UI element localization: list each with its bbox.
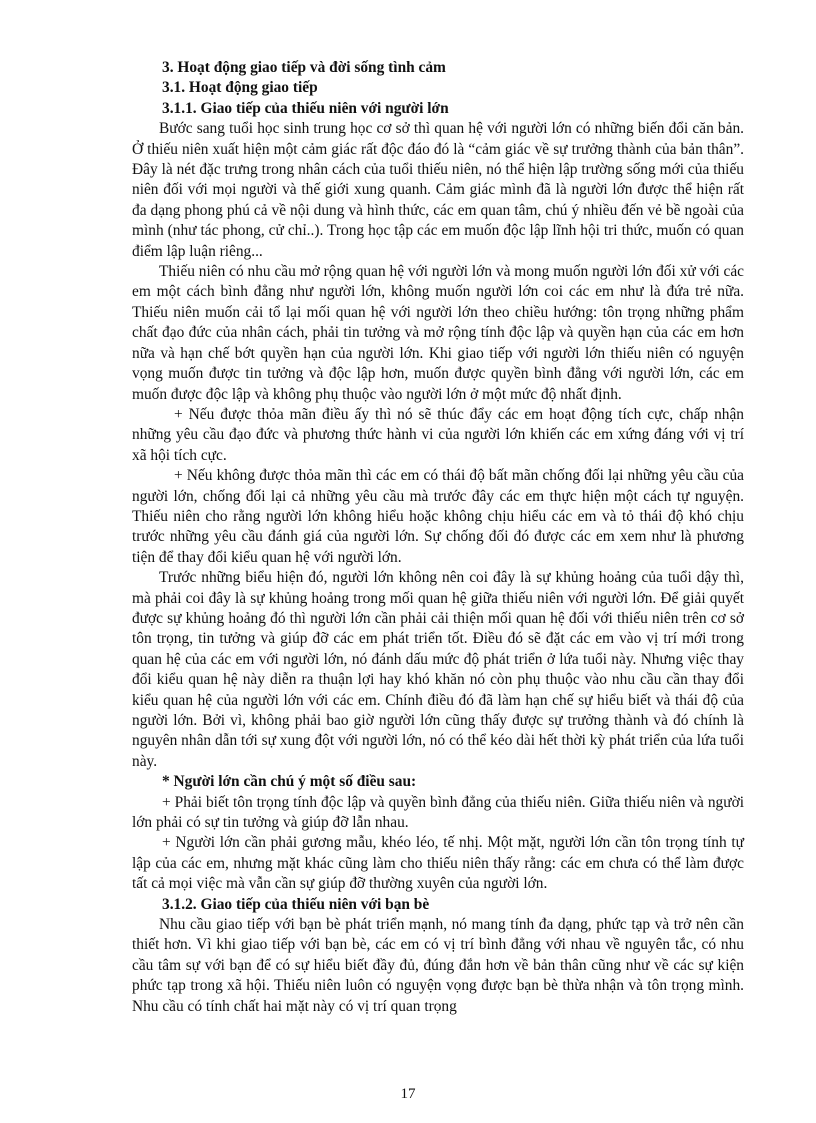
page-number: 17 — [400, 1086, 416, 1102]
paragraph: Thiếu niên có nhu cầu mở rộng quan hệ với người lớn và mong muốn người lớn đối xử với các em một cách bình đẳng như người lớn, không muốn người lớn coi các em như là đứa trẻ nữa. Thiếu niên muốn cải tổ lại mối quan hệ với người lớn theo chiều hướng: tôn trọng những phẩm chất đạo đức của nhân cách, phải tin tưởng và mở rộng tính độc lập và quyền hạn của các em hơn nữa và hạn chế bớt quyền hạn của người lớn. Khi giao tiếp với người lớn thiếu niên có nguyện vọng muốn được tin tưởng và độc lập hơn, muốn được quyền bình đẳng với người lớn, các em muốn được độc lập và không phụ thuộc vào người lớn ở một mức độ nhất định. — [132, 263, 744, 403]
paragraph: Trước những biểu hiện đó, người lớn không nên coi đây là sự khủng hoảng của tuổi dậy thì, mà phải coi đây là sự khủng hoảng trong mối quan hệ giữa thiếu niên với người lớn. Để giải quyết được sự khủng hoảng đó thì người lớn cần phải cải thiện mối quan hệ đối với thiếu niên trên cơ sở tôn trọng, tin tưởng và giúp đỡ các em phát triển tốt. Điều đó sẽ đặt các em vào vị trí mới trong quan hệ của các em với người lớn, nó đánh dấu mức độ phát triển ở lứa tuổi này. Nhưng việc thay đổi kiểu quan hệ này diễn ra thuận lợi hay khó khăn nó còn phụ thuộc vào nhu cầu cần thay đổi kiểu quan hệ của người lớn với các em. Chính điều đó đã làm hạn chế sự hiểu biết và thái độ của người lớn. Bởi vì, không phải bao giờ người lớn cũng thấy được sự trưởng thành và đó chính là nguyên nhân dẫn tới sự xung đột với người lớn, nó có thể kéo dài hết thời kỳ phát triển của lứa tuổi này. — [132, 569, 744, 770]
paragraph-bullet: + Phải biết tôn trọng tính độc lập và quyền bình đẳng của thiếu niên. Giữa thiếu niên và người lớn phải có sự tin tưởng và giúp đỡ lẫn nhau. — [132, 793, 744, 832]
paragraph: Nhu cầu giao tiếp với bạn bè phát triển mạnh, nó mang tính đa dạng, phức tạp và trở nên cần thiết hơn. Vì khi giao tiếp với bạn bè, các em có vị trí bình đẳng với nhau về nguyên tắc, có nhu cầu tâm sự với bạn để có sự hiểu biết đầy đủ, đúng đắn hơn về bản thân cũng như về các sự kiện phức tạp trong xã hội. Thiếu niên luôn có nguyện vọng được bạn bè thừa nhận và tôn trọng mình. Nhu cầu có tính chất hai mặt này có vị trí quan trọng — [132, 916, 744, 1015]
paragraph: Bước sang tuổi học sinh trung học cơ sở thì quan hệ với người lớn có những biến đổi căn bản. Ở thiếu niên xuất hiện một cảm giác rất độc đáo đó là “cảm giác về sự trưởng thành của bản thân”. Đây là nét đặc trưng trong nhân cách của tuổi thiếu niên, nó thể hiện lập trường sống mới của thiếu niên đối với mọi người và thế giới xung quanh. Cảm giác mình đã là người lớn được thể hiện rất đa dạng phong phú cả về nội dung và hình thức, các em quan tâm, chú ý nhiều đến vẻ bề ngoài của mình (như tác phong, cử chỉ..). Trong học tập các em muốn độc lập lĩnh hội tri thức, muốn có quan điểm lập luận riêng... — [132, 120, 744, 260]
paragraph-bullet: + Nếu không được thỏa mãn thì các em có thái độ bất mãn chống đối lại những yêu cầu của người lớn, chống đối lại cả những yêu cầu mà trước đây các em thực hiện một cách tự nguyện. Thiếu niên cho rằng người lớn không hiểu hoặc không chịu hiểu các em và tỏ thái độ khó chịu trước những yêu cầu đánh giá của người lớn. Sự chống đối đó được các em xem như là phương tiện để thay đổi kiểu quan hệ với người lớn. — [132, 467, 744, 566]
section-heading-3: 3. Hoạt động giao tiếp và đời sống tình cảm — [162, 59, 446, 76]
section-heading-3-1: 3.1. Hoạt động giao tiếp — [162, 79, 318, 97]
section-heading-3-1-1: 3.1.1. Giao tiếp của thiếu niên với người lớn — [162, 99, 449, 117]
paragraph-bullet: + Nếu được thỏa mãn điều ấy thì nó sẽ thúc đẩy các em hoạt động tích cực, chấp nhận những yêu cầu đạo đức và phương thức hành vi của người lớn khiến các em xứng đáng với vị trí xã hội tích cực. — [132, 405, 744, 464]
document-page — [132, 58, 744, 1017]
note-heading: * Người lớn cần chú ý một số điều sau: — [162, 773, 417, 791]
section-heading-3-1-2: 3.1.2. Giao tiếp của thiếu niên với bạn bè — [162, 895, 430, 913]
paragraph-bullet: + Người lớn cần phải gương mẫu, khéo léo, tế nhị. Một mặt, người lớn cần tôn trọng tính tự lập của các em, nhưng mặt khác cũng làm cho thiếu niên thấy rằng: các em chưa có thể làm được tất cả mọi việc mà vẫn cần sự giúp đỡ thường xuyên của người lớn. — [132, 834, 744, 893]
